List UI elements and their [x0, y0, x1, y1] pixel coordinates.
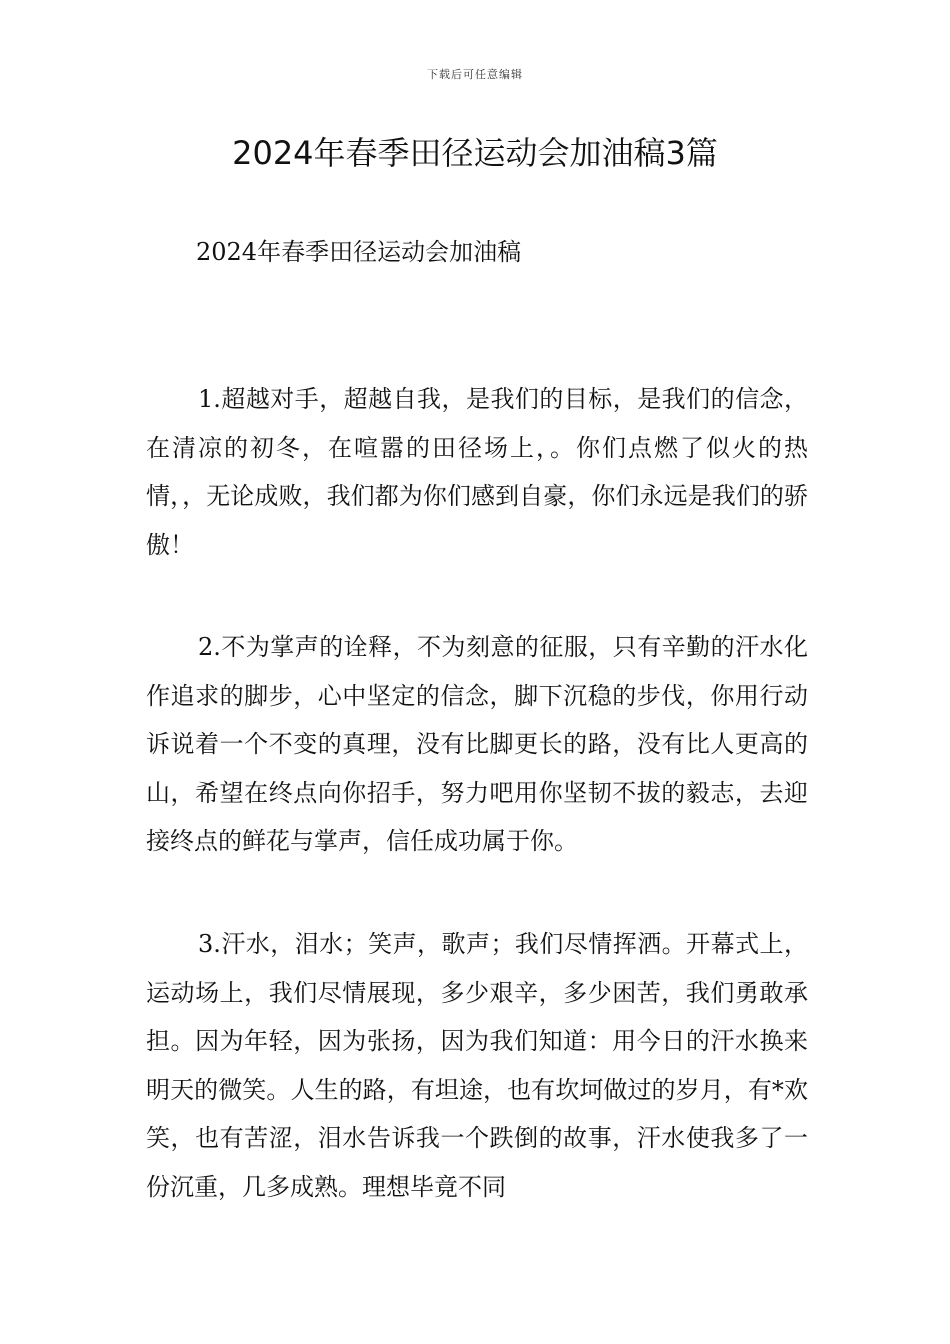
header-note: 下载后可任意编辑 — [427, 68, 523, 81]
paragraph-2: 2.不为掌声的诠释，不为刻意的征服，只有辛勤的汗水化作追求的脚步，心中坚定的信念，脚下沉稳的步伐，你用行动诉说着一个不变的真理，没有比脚更长的路，没有比人更高的山，希望在终点向你招手，努力吧用你坚韧不拔的毅志，去迎接终点的鲜花与掌声，信任成功属于你。 — [146, 633, 808, 855]
paragraph-3: 3.汗水，泪水；笑声，歌声；我们尽情挥洒。开幕式上，运动场上，我们尽情展现，多少艰辛，多少困苦，我们勇敢承担。因为年轻，因为张扬，因为我们知道：用今日的汗水换来明天的微笑。人生的路，有坦途，也有坎坷做过的岁月，有*欢笑，也有苦涩，泪水告诉我一个跌倒的故事，汗水使我多了一份沉重，几多成熟。理想毕竟不同 — [146, 930, 808, 1201]
document-subtitle: 2024年春季田径运动会加油稿 — [196, 238, 522, 266]
document-title: 2024年春季田径运动会加油稿3篇 — [232, 134, 718, 172]
paragraph-1: 1.超越对手，超越自我，是我们的目标，是我们的信念，在清凉的初冬，在喧嚣的田径场上，。你们点燃了似火的热情，，无论成败，我们都为你们感到自豪，你们永远是我们的骄傲！ — [146, 385, 808, 559]
